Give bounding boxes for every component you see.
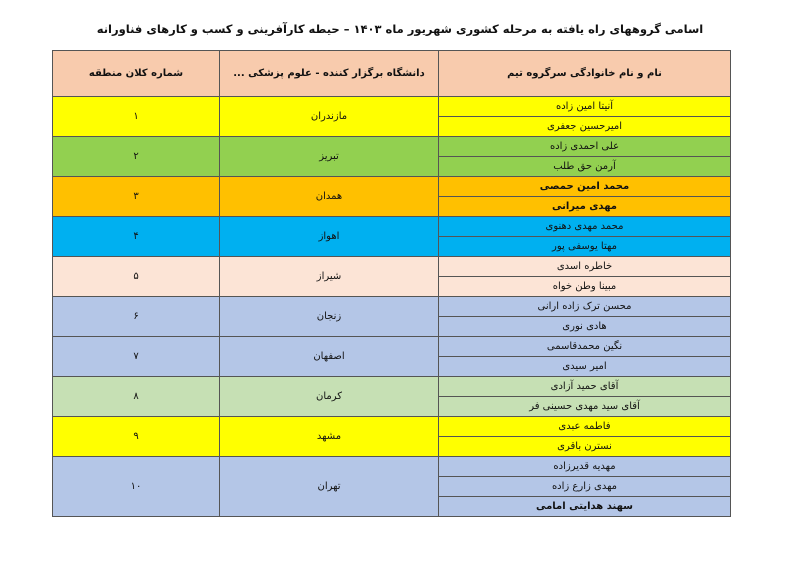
teams-table [52, 50, 731, 517]
university-cell: همدان [220, 177, 439, 217]
member-name: مهتا یوسفی پور [439, 237, 731, 257]
region-number-cell: ۹ [53, 417, 220, 457]
table-row [53, 257, 731, 277]
region-number-cell: ۴ [53, 217, 220, 257]
member-name: محمد امین حمصی [439, 177, 731, 197]
member-name: محسن ترک زاده ارانی [439, 297, 731, 317]
member-name: نگین محمدقاسمی [439, 337, 731, 357]
region-number-cell: ۱۰ [53, 457, 220, 517]
member-name: محمد مهدی دهنوی [439, 217, 731, 237]
header-university: دانشگاه برگزار کننده - علوم پزشکی ... [220, 51, 439, 97]
header-name: نام و نام خانوادگی سرگروه تیم [439, 51, 731, 97]
region-number-cell: ۳ [53, 177, 220, 217]
table-body [53, 97, 731, 517]
region-number-cell: ۱ [53, 97, 220, 137]
member-name: آقای حمید آزادی [439, 377, 731, 397]
member-name: مبینا وطن خواه [439, 277, 731, 297]
university-cell: تبریز [220, 137, 439, 177]
university-cell: شیراز [220, 257, 439, 297]
header-region: شماره کلان منطقه [53, 51, 220, 97]
university-cell: کرمان [220, 377, 439, 417]
university-cell: تهران [220, 457, 439, 517]
table-row [53, 417, 731, 437]
header-row [53, 51, 731, 97]
member-name: مهدیه قدیرزاده [439, 457, 731, 477]
member-name: سهند هدایتی امامی [439, 497, 731, 517]
member-name: فاطمه عبدی [439, 417, 731, 437]
member-name: امیر سیدی [439, 357, 731, 377]
table-row [53, 337, 731, 357]
member-name: آنیتا امین زاده [439, 97, 731, 117]
member-name: نسترن باقری [439, 437, 731, 457]
table-row [53, 297, 731, 317]
member-name: علی احمدی زاده [439, 137, 731, 157]
member-name: هادی نوری [439, 317, 731, 337]
member-name: خاطره اسدی [439, 257, 731, 277]
member-name: امیرحسین جعفری [439, 117, 731, 137]
university-cell: اصفهان [220, 337, 439, 377]
table-row [53, 177, 731, 197]
university-cell: مازندران [220, 97, 439, 137]
member-name: مهدی میرانی [439, 197, 731, 217]
table-row [53, 377, 731, 397]
table-row [53, 137, 731, 157]
region-number-cell: ۷ [53, 337, 220, 377]
region-number-cell: ۶ [53, 297, 220, 337]
member-name: مهدی زارع زاده [439, 477, 731, 497]
table-row [53, 97, 731, 117]
region-number-cell: ۲ [53, 137, 220, 177]
table-row [53, 217, 731, 237]
university-cell: زنجان [220, 297, 439, 337]
table-row [53, 457, 731, 477]
page-title: اسامی گروههای راه یافته به مرحله کشوری شهریور ماه ۱۴۰۳ – حیطه کارآفرینی و کسب و کارهای فناورانه [96, 22, 704, 36]
region-number-cell: ۵ [53, 257, 220, 297]
university-cell: مشهد [220, 417, 439, 457]
region-number-cell: ۸ [53, 377, 220, 417]
member-name: آرمن حق طلب [439, 157, 731, 177]
member-name: آقای سید مهدی حسینی فر [439, 397, 731, 417]
university-cell: اهواز [220, 217, 439, 257]
